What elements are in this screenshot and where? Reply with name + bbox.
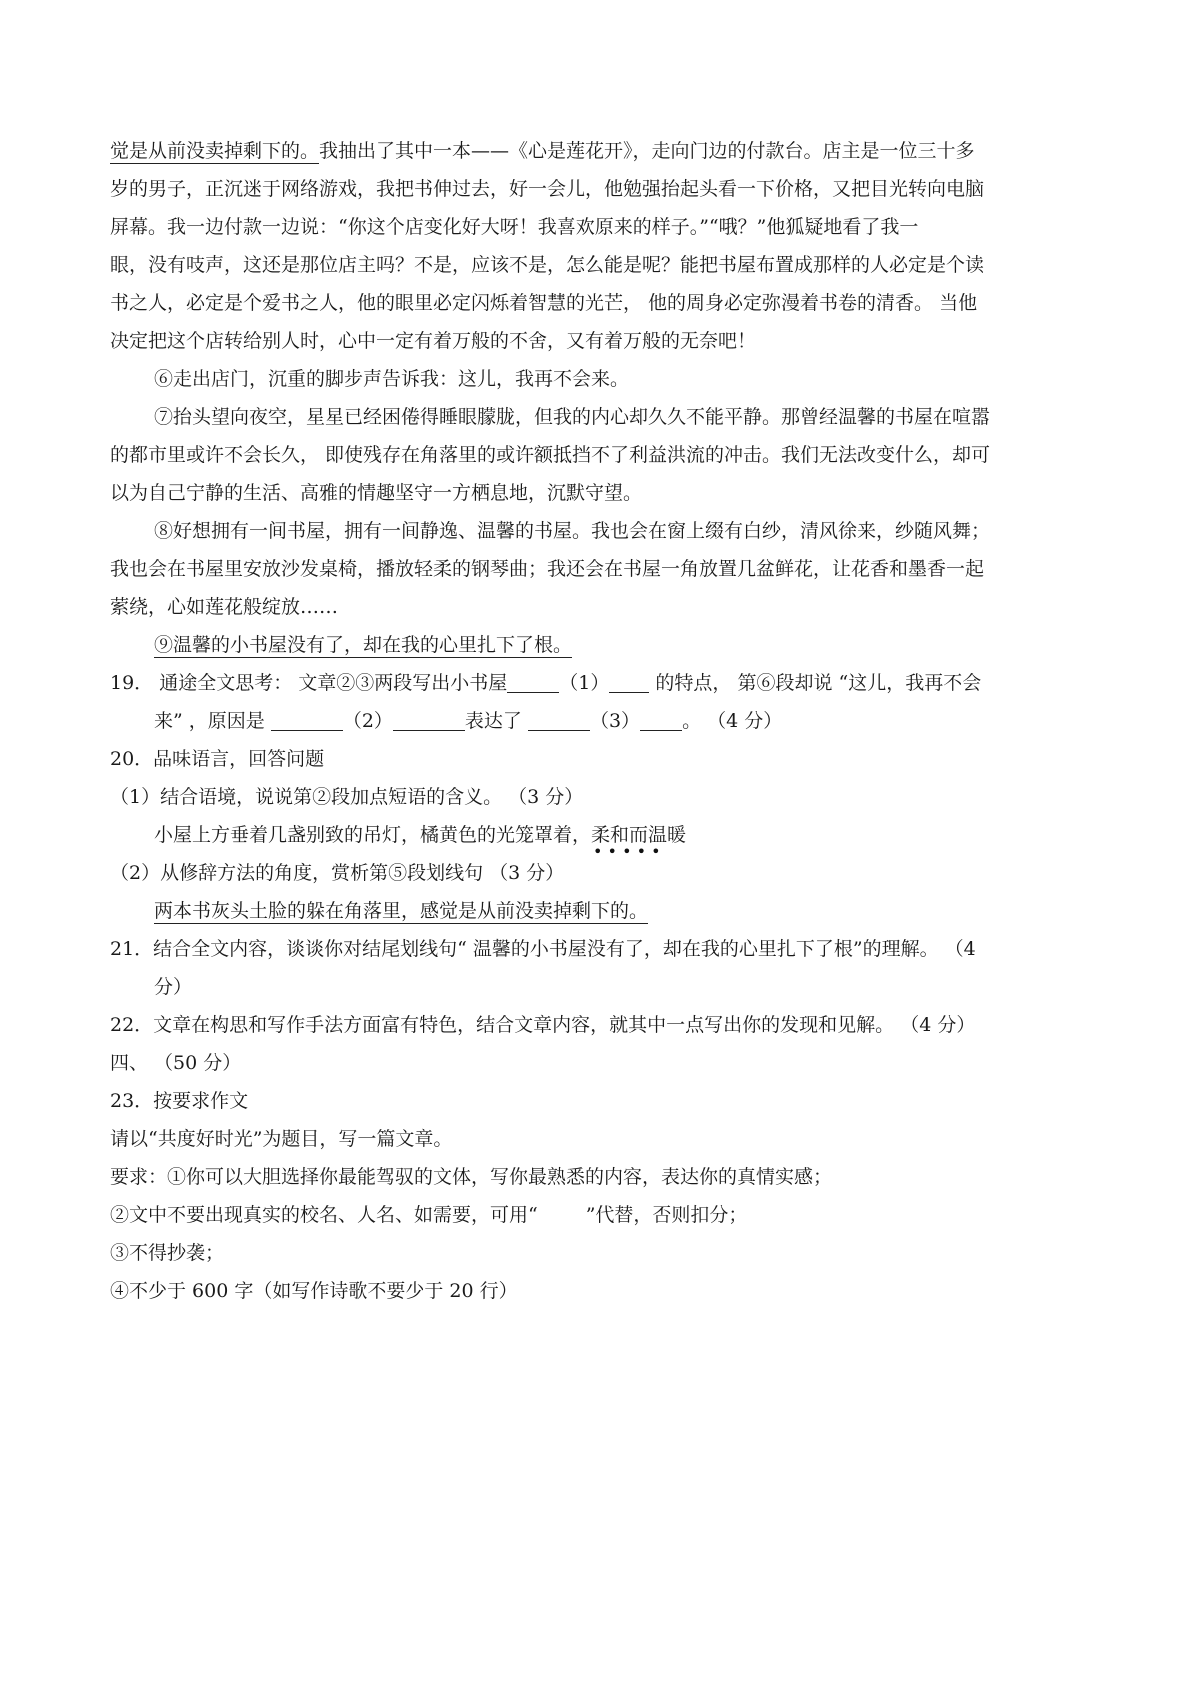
- requirement-1: 要求：①你可以大胆选择你最能驾驭的文体，写你最熟悉的内容，表达你的真情实感；: [110, 1166, 833, 1188]
- passage-p7-line3: 以为自己宁静的生活、高雅的情趣坚守一方栖息地，沉默守望。: [110, 482, 643, 504]
- exam-page: [110, 132, 1100, 1310]
- question-20-1: （1）结合语境，说说第②段加点短语的含义。 （3 分）: [110, 786, 584, 808]
- question-20-2-quote: [110, 892, 1100, 930]
- passage-p5-line2: 岁的男子，正沉迷于网络游戏，我把书伸过去，好一会儿，他勉强抬起头看一下价格，又把目光转向电脑: [110, 178, 985, 200]
- passage-p5-line5: 书之人，必定是个爱书之人，他的眼里必定闪烁着智慧的光芒， 他的周身必定弥漫着书卷的清香。 当他: [110, 292, 978, 314]
- question-22: 22．文章在构思和写作手法方面富有特色，结合文章内容，就其中一点写出你的发现和见解。 （4 分）: [110, 1014, 976, 1036]
- passage-p5-line1: 觉是从前没卖掉剩下的。我抽出了其中一本——《心是莲花开》，走向门边的付款台。店主是一位三十多: [110, 140, 975, 162]
- underlined-sentence: 觉是从前没卖掉剩下的。: [110, 140, 320, 162]
- passage-p7-line2: 的都市里或许不会长久， 即使残存在角落里的或许额抵挡不了利益洪流的冲击。我们无法改变什么，却可: [110, 444, 991, 466]
- essay-prompt: 请以“共度好时光”为题目，写一篇文章。: [110, 1128, 453, 1150]
- answer-blank[interactable]: [271, 710, 343, 731]
- requirement-2: ②文中不要出现真实的校名、人名、如需要，可用“ ”代替，否则扣分；: [110, 1204, 748, 1226]
- section-4-heading: 四、 （50 分）: [110, 1052, 242, 1074]
- question-21-line2: 分）: [154, 976, 193, 998]
- requirement-4: ④不少于 600 字（如写作诗歌不要少于 20 行）: [110, 1280, 518, 1302]
- passage-p8-line2: 我也会在书屋里安放沙发桌椅，播放轻柔的钢琴曲；我还会在书屋一角放置几盆鲜花，让花香和墨香一起: [110, 558, 985, 580]
- question-20-2: （2）从修辞方法的角度，赏析第⑤段划线句 （3 分）: [110, 862, 565, 884]
- question-21-line1: 21．结合全文内容，谈谈你对结尾划线句“ 温馨的小书屋没有了，却在我的心里扎下了根”的理解。 （4: [110, 938, 976, 960]
- underlined-quote: 两本书灰头土脸的躲在角落里，感觉是从前没卖掉剩下的。: [154, 900, 649, 922]
- question-19-line2: 来” ，原因是 （2） 表达了 （3） 。 （4 分）: [154, 710, 783, 732]
- passage-p7-line1: ⑦抬头望向夜空，星星已经困倦得睡眼朦胧，但我的内心却久久不能平静。那曾经温馨的书屋在喧嚣: [154, 406, 991, 428]
- dotted-phrase: 柔和而温暖 • • • • •: [591, 824, 686, 846]
- passage-p8-line1: ⑧好想拥有一间书屋，拥有一间静逸、温馨的书屋。我也会在窗上缀有白纱，清风徐来，纱随风舞；: [154, 520, 991, 542]
- question-20-1-quote: 小屋上方垂着几盏别致的吊灯，橘黄色的光笼罩着，柔和而温暖 • • • • •: [110, 816, 1100, 854]
- answer-blank[interactable]: [609, 672, 649, 693]
- answer-blank[interactable]: [507, 672, 559, 693]
- answer-blank[interactable]: [528, 710, 590, 731]
- passage-p5-line6: 决定把这个店转给别人时，心中一定有着万般的不舍，又有着万般的无奈吧！: [110, 330, 757, 352]
- question-20: 20．品味语言，回答问题: [110, 748, 325, 770]
- answer-blank[interactable]: [640, 710, 682, 731]
- emphasis-dots: • • • • •: [593, 842, 661, 854]
- passage-p9: [110, 626, 1100, 664]
- passage-p6: ⑥走出店门，沉重的脚步声告诉我：这儿，我再不会来。: [154, 368, 630, 390]
- passage-p5-line3: 屏幕。我一边付款一边说：“你这个店变化好大呀！我喜欢原来的样子。”“哦？”他狐疑地看了我一: [110, 216, 919, 238]
- passage-p8-line3: 萦绕，心如莲花般绽放……: [110, 596, 339, 618]
- answer-blank[interactable]: [393, 710, 465, 731]
- underlined-closing-sentence: ⑨温馨的小书屋没有了，却在我的心里扎下了根。: [154, 634, 573, 656]
- question-19-line1: 19． 通途全文思考： 文章②③两段写出小书屋 （1） 的特点， 第⑥段却说 “这儿，我再不会: [110, 672, 982, 694]
- passage-p5-line4: 眼，没有吱声，这还是那位店主吗？不是，应该不是，怎么能是呢？能把书屋布置成那样的人必定是个读: [110, 254, 985, 276]
- requirement-3: ③不得抄袭；: [110, 1242, 225, 1264]
- question-23: 23．按要求作文: [110, 1090, 249, 1112]
